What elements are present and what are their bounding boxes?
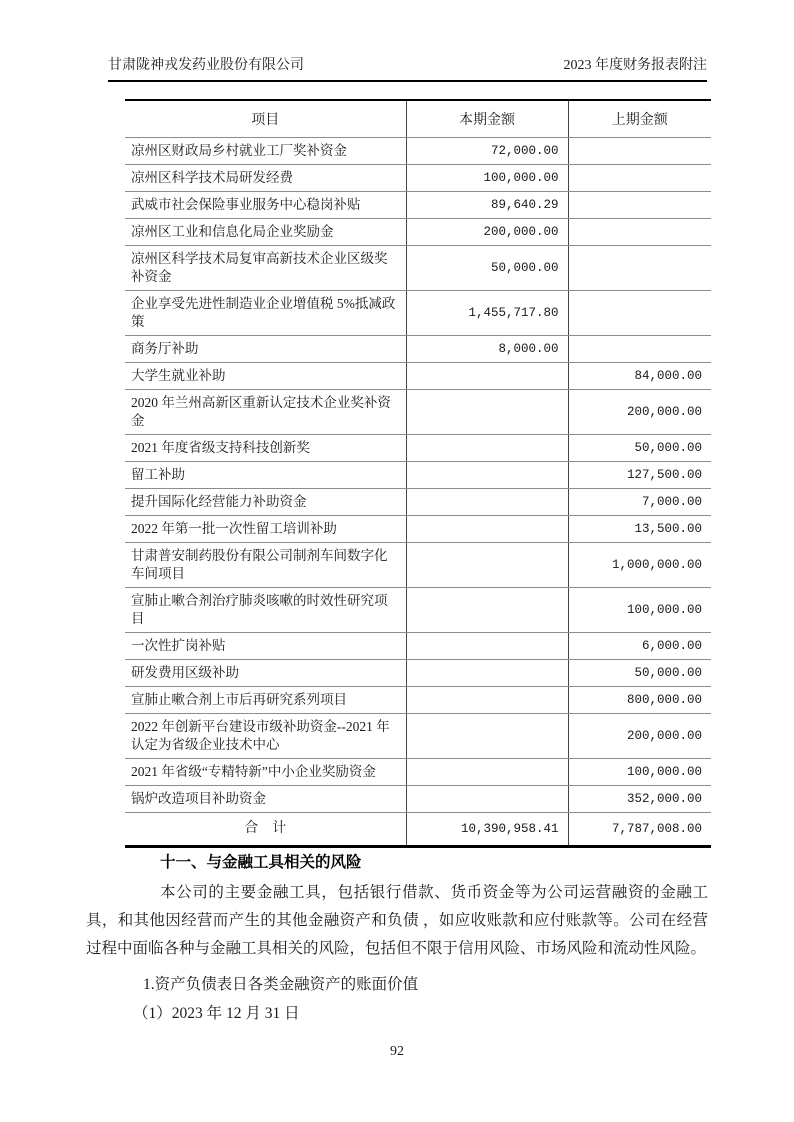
table-row xyxy=(125,435,711,462)
prior-period-amount: 800,000.00 xyxy=(568,687,711,714)
subsidy-item-name: 凉州区科学技术局复审高新技术企业区级奖补资金 xyxy=(125,246,406,291)
table-row xyxy=(125,687,711,714)
current-period-amount: 100,000.00 xyxy=(406,165,568,192)
prior-period-amount: 13,500.00 xyxy=(568,516,711,543)
current-period-amount xyxy=(406,633,568,660)
financial-risk-section xyxy=(86,846,708,1028)
subsidy-item-name: 一次性扩岗补贴 xyxy=(125,633,406,660)
table-row xyxy=(125,165,711,192)
prior-period-amount: 100,000.00 xyxy=(568,759,711,786)
prior-period-amount xyxy=(568,138,711,165)
prior-period-amount: 6,000.00 xyxy=(568,633,711,660)
subsidy-item-name: 锅炉改造项目补助资金 xyxy=(125,786,406,813)
subsidy-item-name: 宣肺止嗽合剂治疗肺炎咳嗽的时效性研究项目 xyxy=(125,588,406,633)
prior-period-amount: 352,000.00 xyxy=(568,786,711,813)
table-row xyxy=(125,138,711,165)
current-period-amount xyxy=(406,516,568,543)
prior-period-amount: 200,000.00 xyxy=(568,714,711,759)
current-period-amount: 89,640.29 xyxy=(406,192,568,219)
current-period-amount: 200,000.00 xyxy=(406,219,568,246)
table-row xyxy=(125,759,711,786)
prior-period-amount xyxy=(568,165,711,192)
table-row xyxy=(125,489,711,516)
prior-period-amount: 127,500.00 xyxy=(568,462,711,489)
current-period-amount xyxy=(406,462,568,489)
subsidy-item-name: 凉州区科学技术局研发经费 xyxy=(125,165,406,192)
company-name: 甘肃陇神戎发药业股份有限公司 xyxy=(108,58,304,73)
subsection-item-1: 1.资产负债表日各类金融资产的账面价值 xyxy=(143,976,419,993)
page-number: 92 xyxy=(390,1044,404,1059)
current-period-amount: 72,000.00 xyxy=(406,138,568,165)
prior-period-amount: 50,000.00 xyxy=(568,660,711,687)
current-period-amount xyxy=(406,786,568,813)
subsidy-item-name: 2020 年兰州高新区重新认定技术企业奖补资金 xyxy=(125,390,406,435)
table-row xyxy=(125,192,711,219)
prior-period-amount xyxy=(568,192,711,219)
current-period-amount xyxy=(406,489,568,516)
prior-period-amount: 1,000,000.00 xyxy=(568,543,711,588)
table-body xyxy=(125,138,711,813)
table-row xyxy=(125,633,711,660)
table-row xyxy=(125,363,711,390)
current-period-amount xyxy=(406,390,568,435)
table-header-row xyxy=(125,100,711,138)
total-current-amount: 10,390,958.41 xyxy=(406,813,568,847)
table-row xyxy=(125,336,711,363)
column-header-prior-amount: 上期金额 xyxy=(568,100,711,138)
current-period-amount xyxy=(406,759,568,786)
subsidy-item-name: 商务厅补助 xyxy=(125,336,406,363)
table-row xyxy=(125,291,711,336)
current-period-amount xyxy=(406,543,568,588)
table-row xyxy=(125,390,711,435)
current-period-amount xyxy=(406,687,568,714)
table-row xyxy=(125,462,711,489)
current-period-amount xyxy=(406,588,568,633)
total-prior-amount: 7,787,008.00 xyxy=(611,822,702,836)
prior-period-amount xyxy=(568,336,711,363)
column-header-item: 项目 xyxy=(125,100,406,138)
current-period-amount xyxy=(406,714,568,759)
table-row xyxy=(125,588,711,633)
prior-period-amount: 100,000.00 xyxy=(568,588,711,633)
current-period-amount: 1,455,717.80 xyxy=(406,291,568,336)
section-heading: 十一、与金融工具相关的风险 xyxy=(160,854,362,871)
subsidy-item-name: 凉州区工业和信息化局企业奖励金 xyxy=(125,219,406,246)
prior-period-amount xyxy=(568,246,711,291)
table-row xyxy=(125,246,711,291)
prior-period-amount xyxy=(568,219,711,246)
doc-title: 2023 年度财务报表附注 xyxy=(563,58,707,73)
table-row xyxy=(125,516,711,543)
subsidy-item-name: 留工补助 xyxy=(125,462,406,489)
subsidy-item-name: 2022 年创新平台建设市级补助资金--2021 年认定为省级企业技术中心 xyxy=(125,714,406,759)
subsidy-item-name: 2021 年省级“专精特新”中小企业奖励资金 xyxy=(125,759,406,786)
table-row xyxy=(125,543,711,588)
current-period-amount: 50,000.00 xyxy=(406,246,568,291)
current-period-amount xyxy=(406,660,568,687)
subsidy-item-name: 宣肺止嗽合剂上市后再研究系列项目 xyxy=(125,687,406,714)
prior-period-amount: 7,000.00 xyxy=(568,489,711,516)
total-label: 合 计 xyxy=(125,813,406,847)
prior-period-amount: 84,000.00 xyxy=(568,363,711,390)
current-period-amount xyxy=(406,435,568,462)
subsidy-table xyxy=(125,99,711,848)
table-row xyxy=(125,660,711,687)
subsidy-item-name: 企业享受先进性制造业企业增值税 5%抵减政策 xyxy=(125,291,406,336)
section-paragraph: 本公司的主要金融工具，包括银行借款、货币资金等为公司运营融资的金融工具，和其他因经营而产生的其他金融资产和负债 ，如应收账款和应付账款等。公司在经营过程中面临各种与金融工具相关的风险，包括但不限于信用风险、市场风险和流动性风险。 xyxy=(86,884,708,957)
prior-period-amount: 200,000.00 xyxy=(568,390,711,435)
prior-period-amount: 50,000.00 xyxy=(568,435,711,462)
subsidy-item-name: 研发费用区级补助 xyxy=(125,660,406,687)
current-period-amount: 8,000.00 xyxy=(406,336,568,363)
subsidy-item-name: 2021 年度省级支持科技创新奖 xyxy=(125,435,406,462)
prior-period-amount xyxy=(568,291,711,336)
column-header-current-amount: 本期金额 xyxy=(406,100,568,138)
subsidy-item-name: 武威市社会保险事业服务中心稳岗补贴 xyxy=(125,192,406,219)
current-period-amount xyxy=(406,363,568,390)
subsidy-item-name: 凉州区财政局乡村就业工厂奖补资金 xyxy=(125,138,406,165)
table-row xyxy=(125,786,711,813)
total-row xyxy=(125,813,711,847)
subsidy-item-name: 大学生就业补助 xyxy=(125,363,406,390)
subsection-item-2: （1）2023 年 12 月 31 日 xyxy=(133,1005,300,1022)
page-header xyxy=(108,54,707,82)
table-row xyxy=(125,714,711,759)
subsidy-item-name: 提升国际化经营能力补助资金 xyxy=(125,489,406,516)
subsidy-item-name: 2022 年第一批一次性留工培训补助 xyxy=(125,516,406,543)
subsidy-item-name: 甘肃普安制药股份有限公司制剂车间数字化车间项目 xyxy=(125,543,406,588)
table-row xyxy=(125,219,711,246)
